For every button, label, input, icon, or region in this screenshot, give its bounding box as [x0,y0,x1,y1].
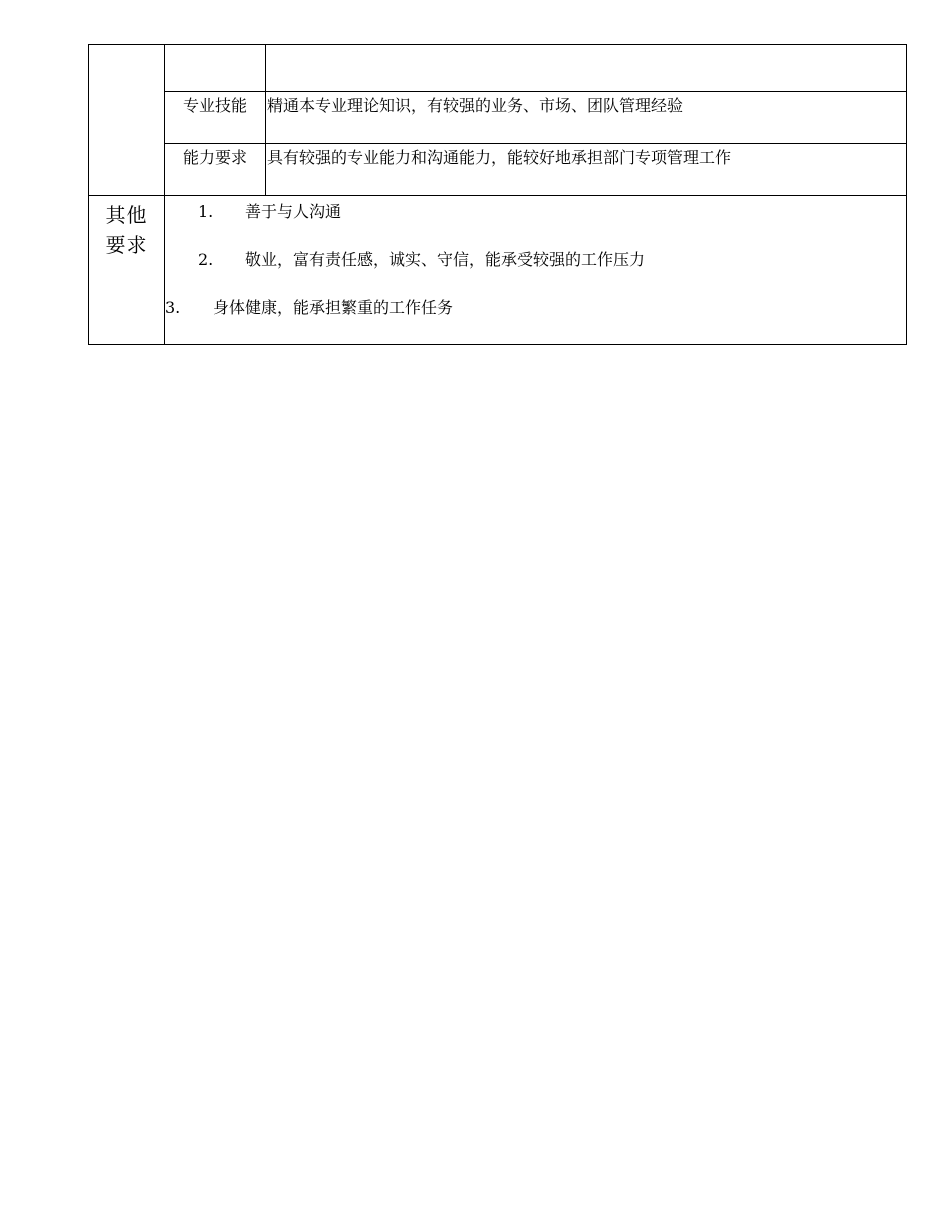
item-text: 善于与人沟通 [245,202,342,221]
list-item [165,244,906,292]
skills-label: 专业技能 [182,96,247,115]
list-item [165,292,906,340]
item-text: 身体健康，能承担繁重的工作任务 [213,298,454,317]
item-number: 1. [198,202,214,221]
skills-value: 精通本专业理论知识，有较强的业务、市场、团队管理经验 [267,96,684,115]
row-label [165,45,265,49]
table-row [89,45,907,92]
table-row [89,144,907,196]
item-number: 3. [165,298,181,317]
item-number: 2. [198,250,214,269]
other-items-cell [165,196,907,345]
section-header-cell [89,45,165,196]
other-label-cell [89,196,165,345]
table-row [89,92,907,144]
row-value-cell [266,144,907,196]
row-value-cell [266,92,907,144]
list-item [165,196,906,244]
row-label-cell [165,45,266,92]
row-value [266,45,906,49]
item-text: 敬业，富有责任感，诚实、守信，能承受较强的工作压力 [245,250,646,269]
requirements-table [88,44,907,345]
row-label-cell [165,92,266,144]
ability-label: 能力要求 [182,148,247,167]
ability-value: 具有较强的专业能力和沟通能力，能较好地承担部门专项管理工作 [267,148,732,167]
table-row [89,196,907,345]
row-label-cell [165,144,266,196]
other-requirements-label: 其他要求 [105,203,148,257]
row-value-cell [266,45,907,92]
